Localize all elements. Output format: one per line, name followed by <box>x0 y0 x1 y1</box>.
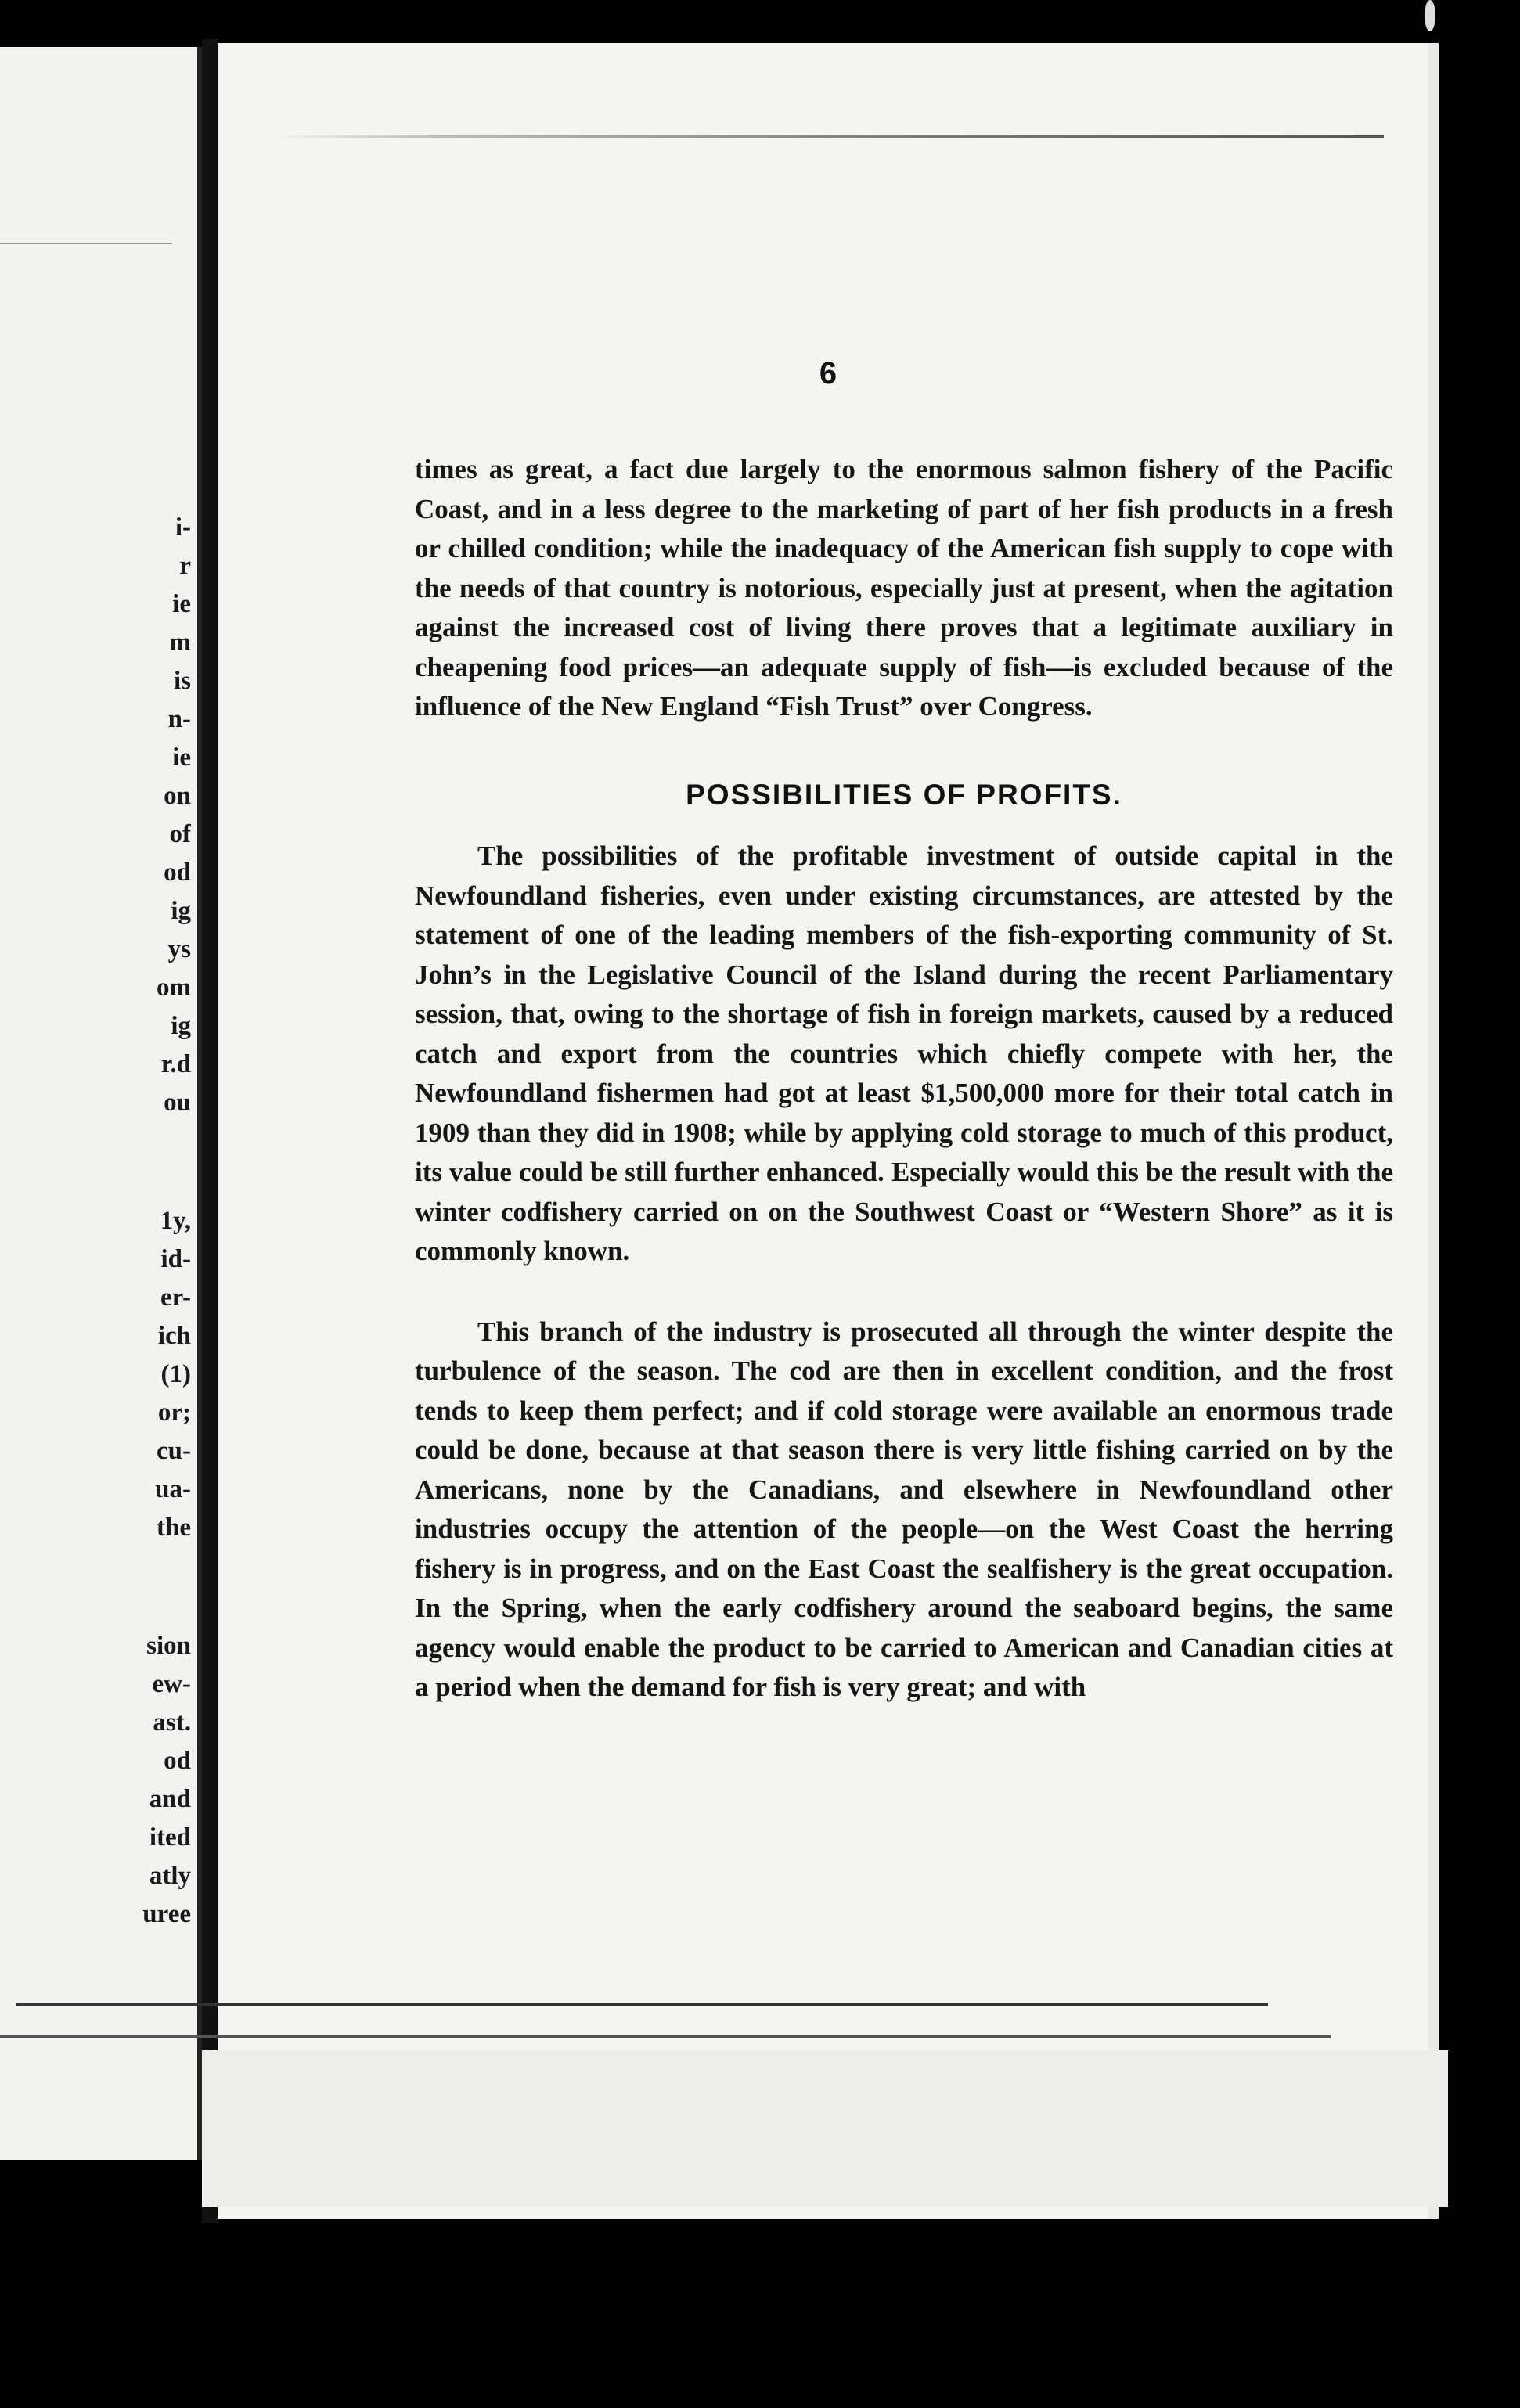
fragment-line: ited <box>149 1823 191 1852</box>
fragment-line: ich <box>157 1322 191 1350</box>
fragment-line: od <box>164 1747 191 1775</box>
fragment-line: ig <box>171 897 191 925</box>
page-number: 6 <box>819 356 837 391</box>
fragment-line: om <box>157 974 191 1002</box>
fragment-line: i- <box>175 513 191 542</box>
fragment-line: id- <box>160 1245 191 1273</box>
fragment-line: ig <box>171 1012 191 1040</box>
fragment-line: ew- <box>152 1670 191 1698</box>
fragment-line: ua- <box>155 1475 191 1503</box>
fragment-line: the <box>157 1514 191 1542</box>
fragment-line: ys <box>167 935 191 963</box>
document-page <box>218 43 1439 2219</box>
fragment-line: 1y, <box>160 1207 191 1235</box>
facing-page-rule <box>0 243 172 244</box>
fragment-line: r.d <box>160 1050 191 1078</box>
page-lower-margin <box>202 2050 1454 2207</box>
section-heading: POSSIBILITIES OF PROFITS. <box>686 778 1122 811</box>
fragment-line: od <box>164 858 191 887</box>
fragment-line: er- <box>160 1283 191 1312</box>
header-rule <box>272 135 1384 138</box>
fragment-line: n- <box>167 705 191 733</box>
fragment-line: of <box>169 820 191 848</box>
body-paragraph: times as great, a fact due largely to the enormous salmon fishery of the Pacific Coast, and in a less degree to the marketing of part of her fish products in a fresh or chilled condition; while the inadequacy of the American fish supply to cope with the needs of that country is notorious, especially just at present, when the agitation against the increased cost of living there proves that a legitimate auxiliary in cheapening food prices—an adequate supply of fish—is excluded because of the influence of the New England “Fish Trust” over Congress. <box>415 454 1393 722</box>
scan-corner-mark <box>1425 0 1435 31</box>
fragment-line: ie <box>172 743 191 772</box>
fragment-line: cu- <box>157 1437 191 1465</box>
fragment-line: or; <box>157 1398 191 1427</box>
facing-page-text-fragments <box>105 509 191 1934</box>
fragment-line: sion <box>146 1632 191 1660</box>
fragment-line: ou <box>164 1089 191 1117</box>
fragment-line: on <box>164 782 191 810</box>
fragment-line: uree <box>142 1900 191 1928</box>
fragment-line: ie <box>172 590 191 618</box>
fragment-line: (1) <box>160 1360 191 1388</box>
fragment-line: ast. <box>153 1708 191 1737</box>
scan-background-right <box>1448 0 1520 2408</box>
body-paragraph: The possibilities of the profitable investment of outside capital in the Newfoundland fisheries, even under existing circumstances, are attested by the statement of one of the leading members of the fish-exporting community of St. John’s in the Legislative Council of the Island during the recent Parliamentary session, that, owing to the shortage of fish in foreign markets, caused by a reduced catch and export from the countries which chiefly compete with her, the Newfoundland fishermen had got at least $1,500,000 more for their total catch in 1909 than they did in 1908; while by applying cold storage to much of this product, its value could be still further enhanced. Especially would this be the result with the winter codfishery carried on on the Southwest Coast or “Western Shore” as it is commonly known. <box>415 840 1393 1266</box>
page-bottom-edge <box>16 2003 1268 2006</box>
body-paragraph: This branch of the industry is prosecuted all through the winter despite the turbulence of the season. The cod are then in excellent condition, and the frost tends to keep them perfect; and if cold storage were available an enormous trade could be done, because at that season there is very little fishing carried on by the Americans, none by the Canadians, and elsewhere in Newfoundland other industries occupy the attention of the people—on the West Coast the herring fishery is in progress, and on the East Coast the sealfishery is the great occupation. In the Spring, when the early codfishery around the seaboard begins, the same agency would enable the product to be carried to American and Canadian cities at a period when the demand for fish is very great; and with <box>415 1316 1393 1702</box>
facing-page-left <box>0 47 202 2160</box>
fragment-line: is <box>173 667 191 695</box>
page-bottom-edge-shadow <box>0 2035 1331 2038</box>
fragment-line: atly <box>149 1862 191 1890</box>
fragment-line: r <box>179 552 191 580</box>
fragment-line: m <box>169 628 191 657</box>
book-gutter <box>202 39 218 2223</box>
fragment-line: and <box>149 1785 191 1813</box>
page-body <box>415 450 1393 1708</box>
